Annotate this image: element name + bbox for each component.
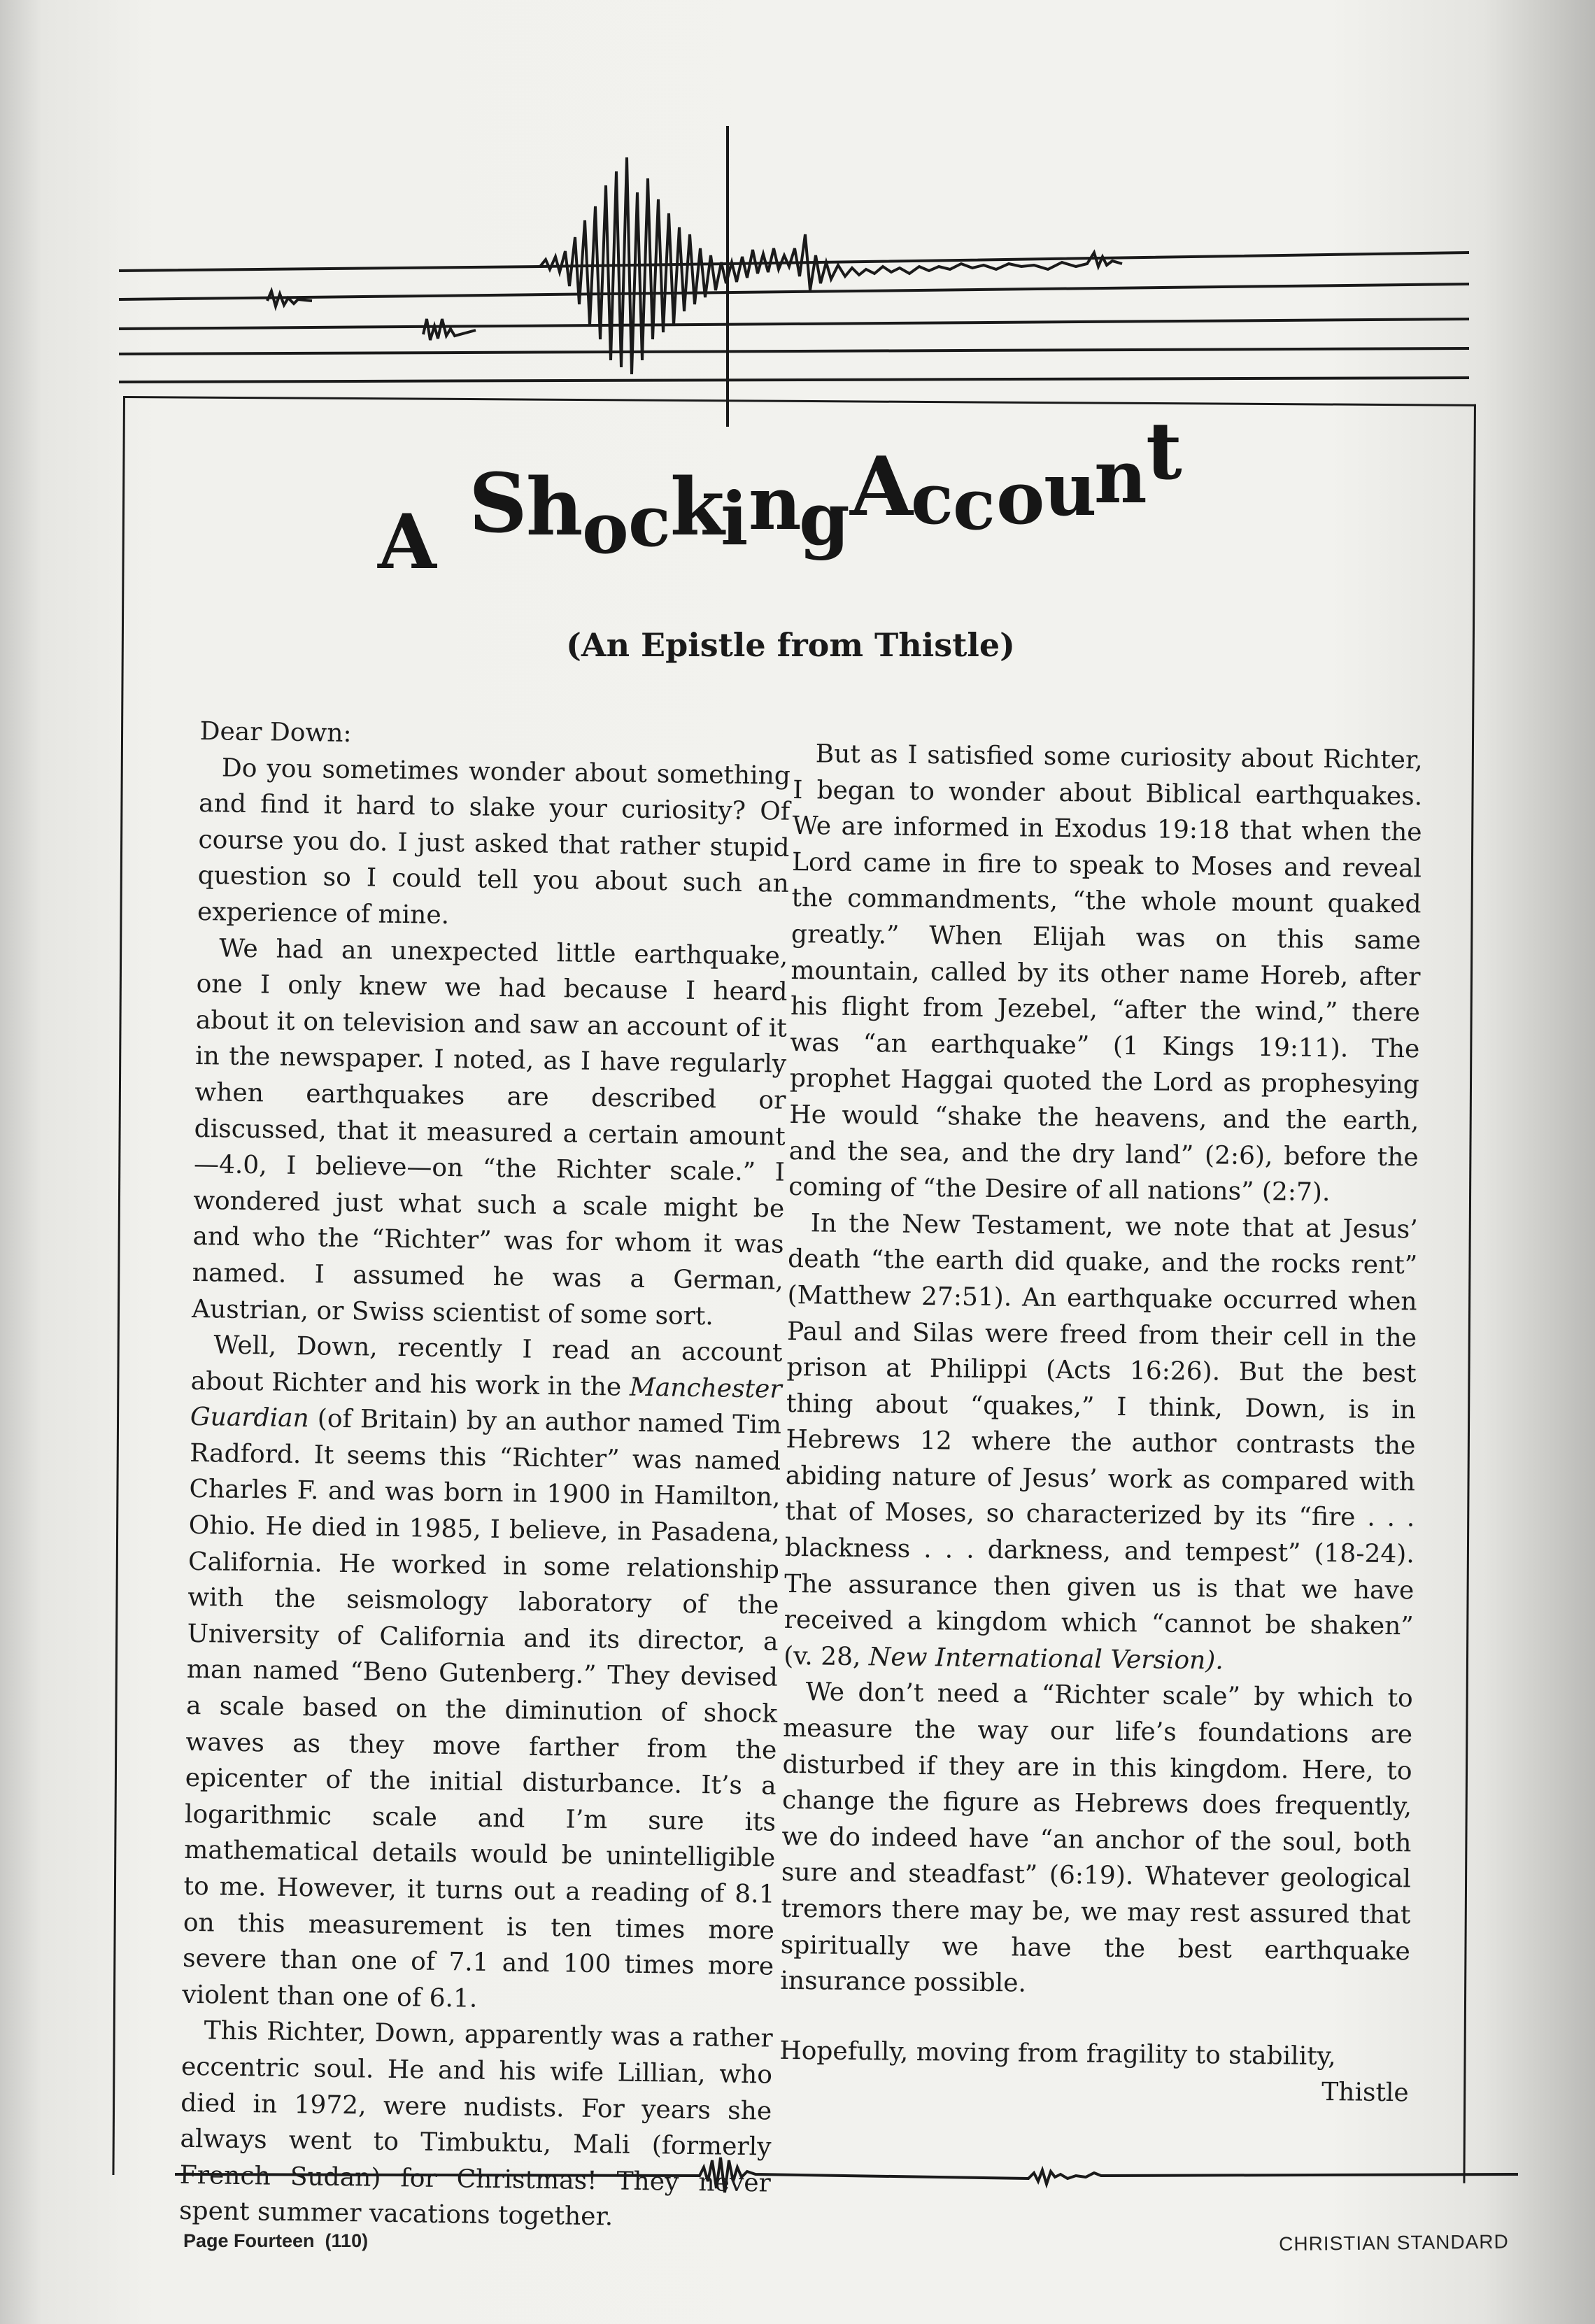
title-letter: A	[850, 439, 915, 534]
closing-line: Hopefully, moving from fragility to stability,	[779, 2036, 1336, 2071]
title-letter: c	[628, 480, 672, 562]
title-letter: n	[1094, 434, 1149, 520]
newspaper-title: Manchester Guardian	[190, 1373, 782, 1433]
title-letter: o	[996, 455, 1047, 541]
title-letter: t	[1146, 406, 1184, 497]
paragraph: This Richter, Down, apparently was a rather eccentric soul. He and his wife Lillian, who died in 1972, were nudists. For years she always went to Timbuktu, Mali (formerly French Sudan) for Christmas! They never spent summer vacations together.	[178, 2016, 773, 2232]
paragraph-text: (of Britain) by an author named Tim Radford. It seems this “Richter” was named Charles F. and was born in 1900 in Hamilton, Ohio. He died in 1985, I believe, in Pasadena, California. He worked in some relationship with the seismology laboratory of the University of California and its director, a man named “Beno Gutenberg.” They devised a scale based on the diminution of shock waves as they move farther from the epicenter of the initial disturbance. It’s a logarithmic scale and I’m sure its mathematical details would be unintelligible to me. However, it turns out a reading of 8.1 on this measurement is ten times more severe than one of 7.1 and 100 times more violent than one of 6.1.	[182, 1404, 782, 2013]
paragraph: We had an unexpected little earthquake, one I only knew we had because I heard about it on television and saw an account of it in the newspaper. I noted, as I have regularly when earthquakes are described or discussed, that it measured a certain amount—4.0, I believe—on “the Richter scale.” I wondered just what such a scale might be and who the “Richter” was for whom it was named. I assumed he was a German, Austrian, or Swiss scientist of some sort.	[191, 933, 788, 1331]
title-letter: h	[526, 462, 585, 553]
title-letter: o	[582, 487, 630, 569]
title-letter: g	[799, 476, 851, 562]
paragraph: But as I satisfied some curiosity about Richter, I began to wonder about Biblical earthquakes. We are informed in Exodus 19:18 that when the Lord came in fire to speak to Moses and reveal the commandments, “the whole mount quaked greatly.” When Elijah was on this same mountain, called by its other name Horeb, after his flight from Jezebel, “after the wind,” there was “an earthquake” (1 Kings 19:11). The prophet Haggai quoted the Lord as prophesying He would “shake the heavens, and the earth, and the sea, and the dry land” (2:6), before the coming of “the Desire of all nations” (2:7).	[788, 739, 1423, 1207]
title-letter: c	[953, 463, 997, 546]
title-letter: c	[911, 458, 955, 540]
salutation: Dear Down:	[199, 716, 352, 749]
bible-version: New International Version).	[868, 1643, 1224, 1675]
left-column	[179, 714, 791, 2238]
right-column	[779, 736, 1423, 2111]
page-number: Page Fourteen (110)	[183, 2230, 369, 2251]
title-letter: u	[1044, 446, 1098, 532]
paragraph	[784, 1205, 1418, 1681]
paragraph-text: Well, Down, recently I read an account about Richter and his work in the	[190, 1331, 783, 1402]
title-letter: k	[670, 462, 726, 553]
publication-name: CHRISTIAN STANDARD	[1279, 2230, 1509, 2255]
title-letter: S	[469, 456, 529, 551]
paragraph: We don’t need a “Richter scale” by which to measure the way our life’s foundations are disturbed if they are in this kingdom. Here, to change the figure as Hebrews does frequently, we do indeed have “an anchor of the soul, both sure and steadfast” (6:19). Whatever geological tremors there may be, we may rest assured that spiritually we have the best earthquake insurance possible.	[780, 1678, 1413, 1998]
article-title	[378, 406, 1217, 588]
paragraph	[182, 1327, 783, 2021]
title-letter: A	[378, 498, 438, 586]
paragraph: Do you sometimes wonder about something and find it hard to slake your curiosity? Of course you do. I just asked that rather stupid question so I could tell you about such an experience of mine.	[197, 753, 791, 930]
title-letter: n	[749, 460, 803, 546]
title-letter: i	[721, 476, 750, 562]
signature: Thistle	[1321, 2078, 1409, 2108]
article-subtitle: (An Epistle from Thistle)	[566, 626, 1015, 664]
paragraph-text: In the New Testament, we note that at Jesus’ death “the earth did quake, and the rocks rent” (Matthew 27:51). An earthquake occurred when Paul and Silas were freed from their cell in the prison at Philippi (Acts 16:26). But the best thing about “quakes,” I think, Down, is in Hebrews 12 where the author contrasts the abiding nature of Jesus’ work as compared with that of Moses, so characterized by its “fire . . . blackness . . . darkness, and tempest” (18-24). The assurance then given us is that we have received a kingdom which “cannot be shaken” (v. 28,	[784, 1209, 1418, 1672]
